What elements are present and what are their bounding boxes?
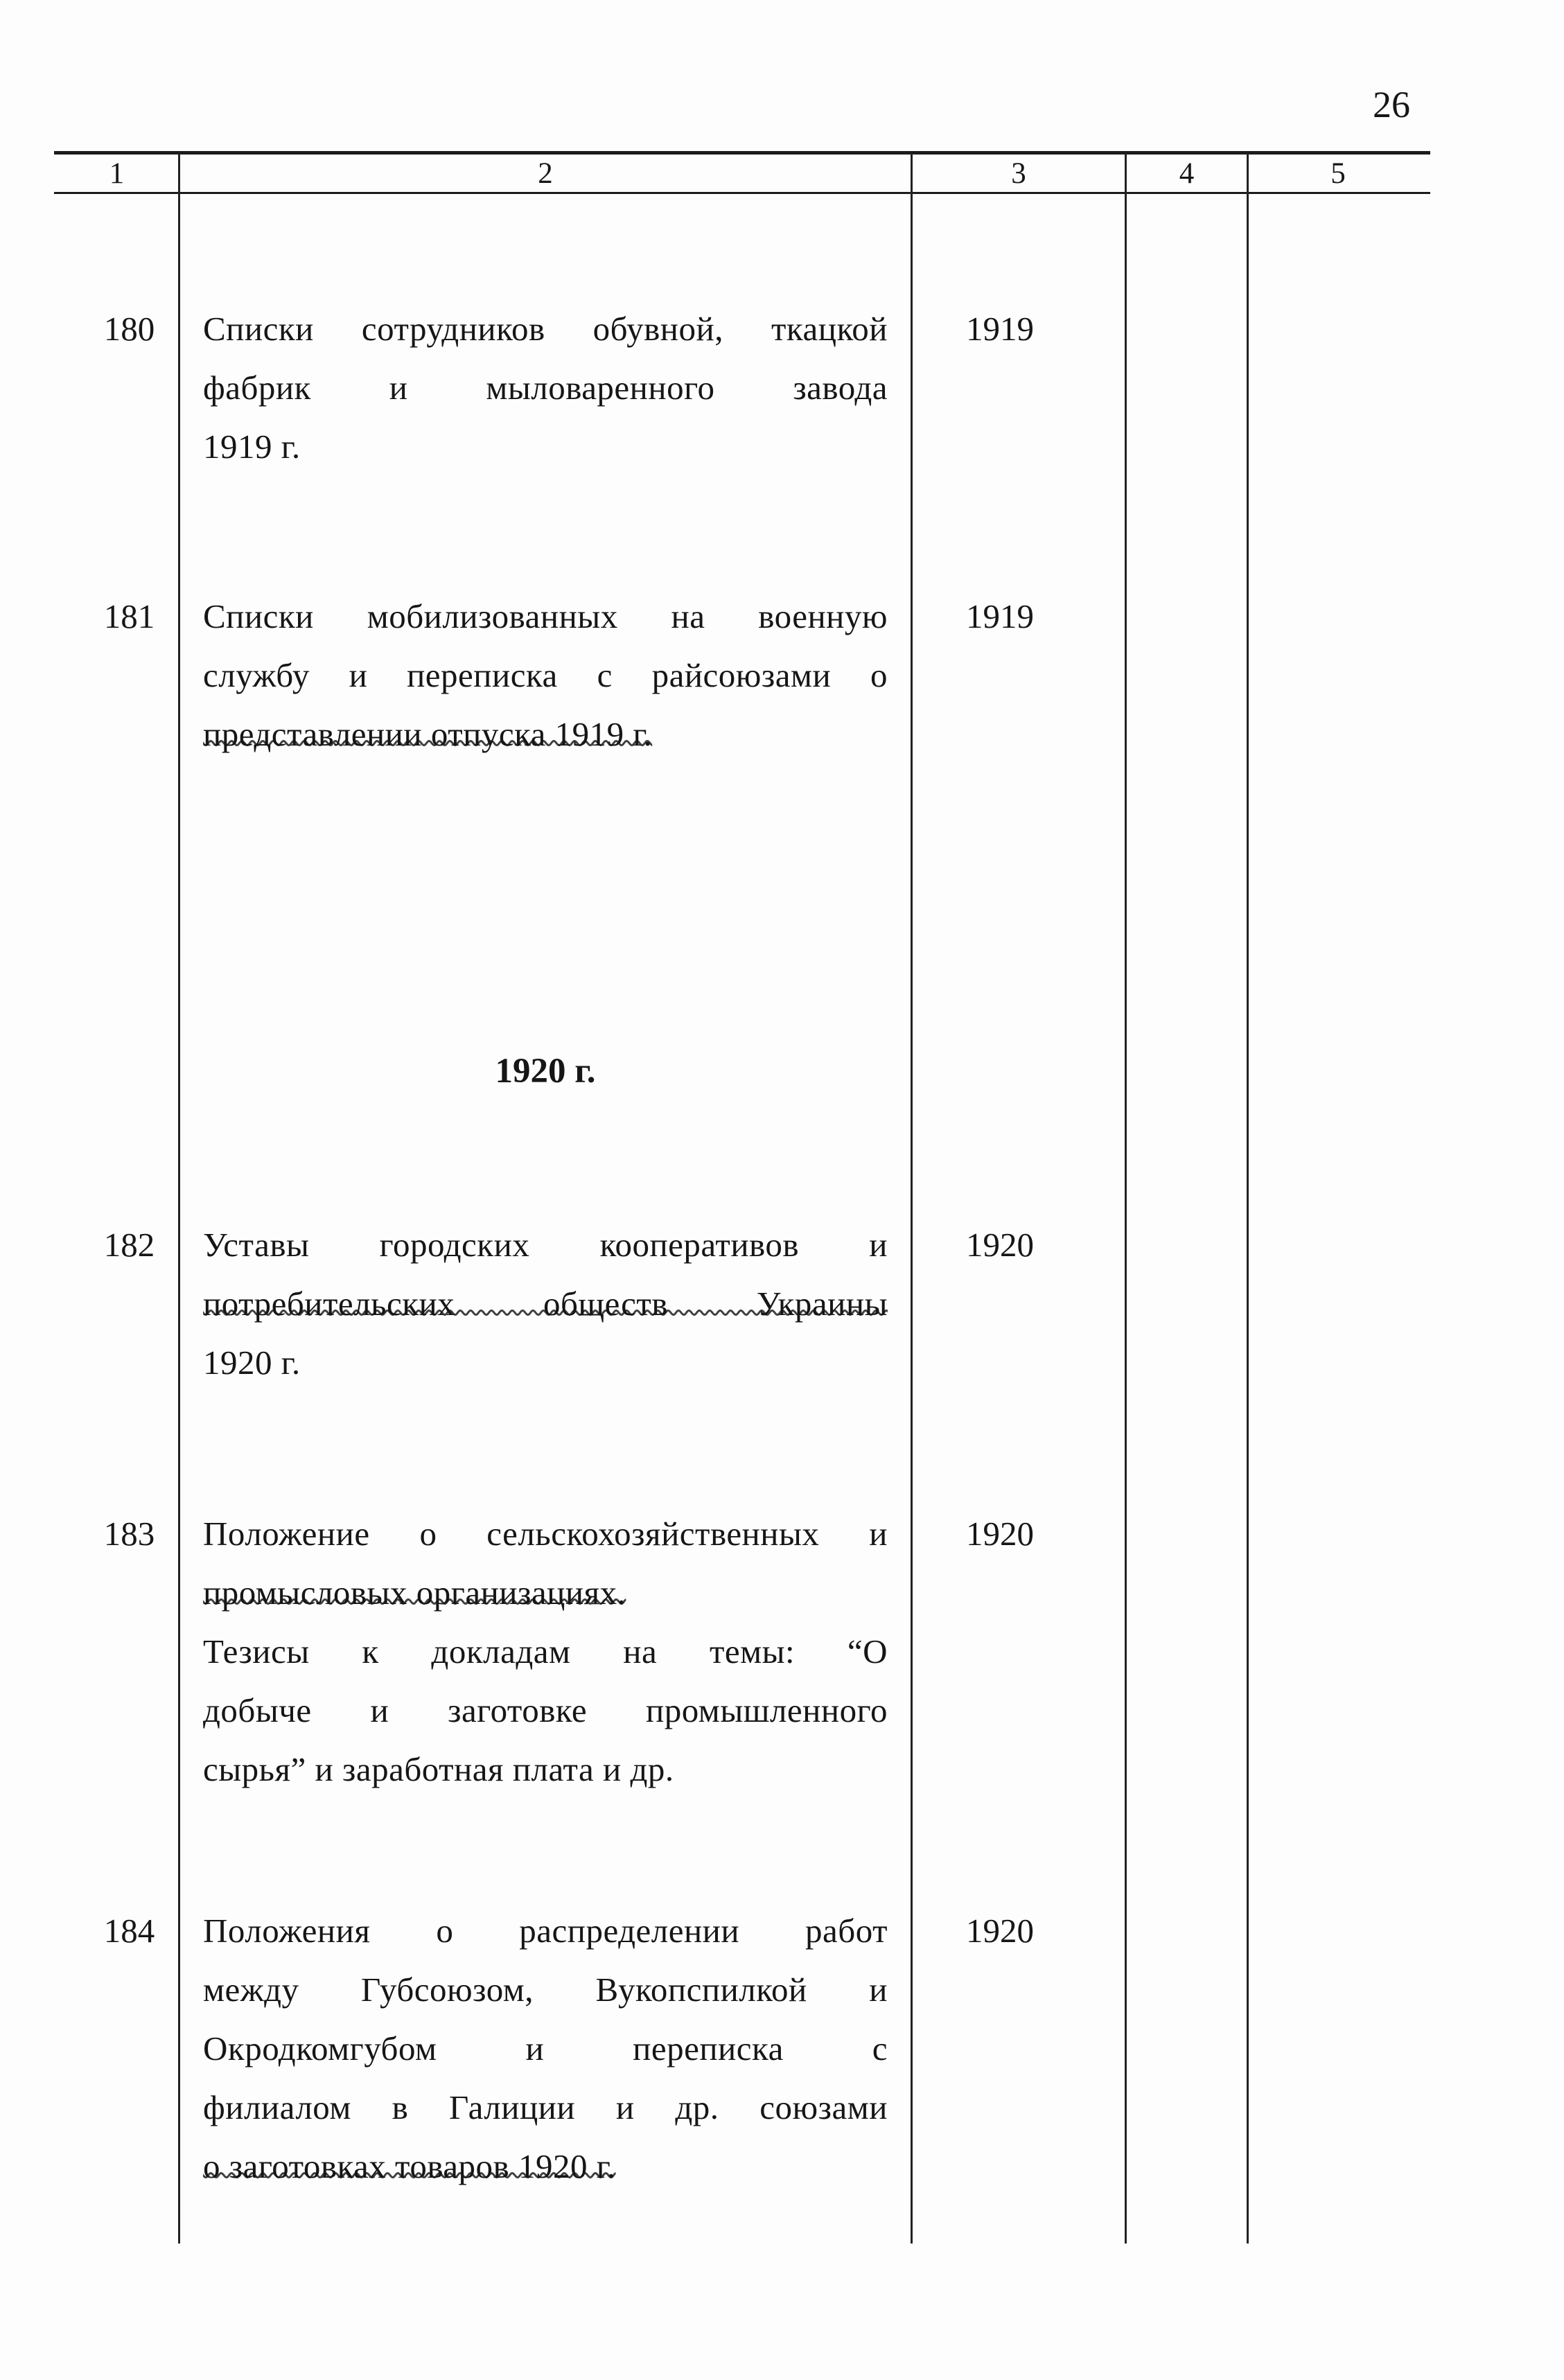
row-year: 1920 [966, 1226, 1034, 1264]
column-header-3: 3 [1011, 157, 1026, 190]
table-top-rule [54, 151, 1430, 155]
page-number: 26 [1373, 84, 1410, 125]
description-line: Списки мобилизованных на военную [203, 597, 888, 635]
column-header-5: 5 [1330, 157, 1346, 190]
column-divider-3-4 [1125, 153, 1127, 2244]
row-year: 1919 [966, 597, 1034, 635]
description-line: Списки сотрудников обувной, ткацкой [203, 310, 888, 348]
row-number: 181 [103, 597, 155, 635]
description-line: промысловых организациях. [203, 1574, 626, 1612]
row-description [203, 299, 888, 476]
row-description [203, 1901, 888, 2196]
row-year: 1920 [966, 1515, 1034, 1553]
description-line: фабрик и мыловаренного завода [203, 369, 888, 407]
row-number: 182 [103, 1226, 155, 1264]
row-year: 1920 [966, 1912, 1034, 1950]
row-number: 183 [103, 1515, 155, 1553]
description-line: Окродкомгубом и переписка с [203, 2029, 888, 2068]
description-line: Уставы городских кооперативов и [203, 1226, 888, 1264]
description-line: службу и переписка с райсоюзами о [203, 656, 888, 694]
description-line: сырья” и заработная плата и др. [203, 1750, 674, 1788]
row-description [203, 1215, 888, 1392]
description-line: Тезисы к докладам на темы: “О [203, 1632, 888, 1671]
description-line: филиалом в Галиции и др. союзами [203, 2088, 888, 2126]
year-section-header: 1920 г. [495, 1052, 596, 1091]
description-line: потребительских обществ Украины [203, 1285, 888, 1323]
column-header-2: 2 [538, 157, 553, 190]
description-line: о заготовках товаров 1920 г. [203, 2147, 616, 2185]
description-line: добыче и заготовке промышленного [203, 1691, 888, 1729]
column-header-4: 4 [1179, 157, 1195, 190]
row-number: 180 [103, 310, 155, 348]
row-description [203, 587, 888, 764]
description-line: 1919 г. [203, 427, 301, 466]
description-line: между Губсоюзом, Вукопспилкой и [203, 1971, 888, 2009]
row-number: 184 [103, 1912, 155, 1950]
column-divider-4-5 [1247, 153, 1249, 2244]
column-header-1: 1 [109, 157, 125, 190]
description-line: Положения о распределении работ [203, 1912, 888, 1950]
description-line: 1920 г. [203, 1343, 301, 1382]
row-year: 1919 [966, 310, 1034, 348]
description-line: представлении отпуска 1919 г. [203, 715, 653, 753]
description-line: Положение о сельскохозяйственных и [203, 1515, 888, 1553]
row-description [203, 1504, 888, 1799]
